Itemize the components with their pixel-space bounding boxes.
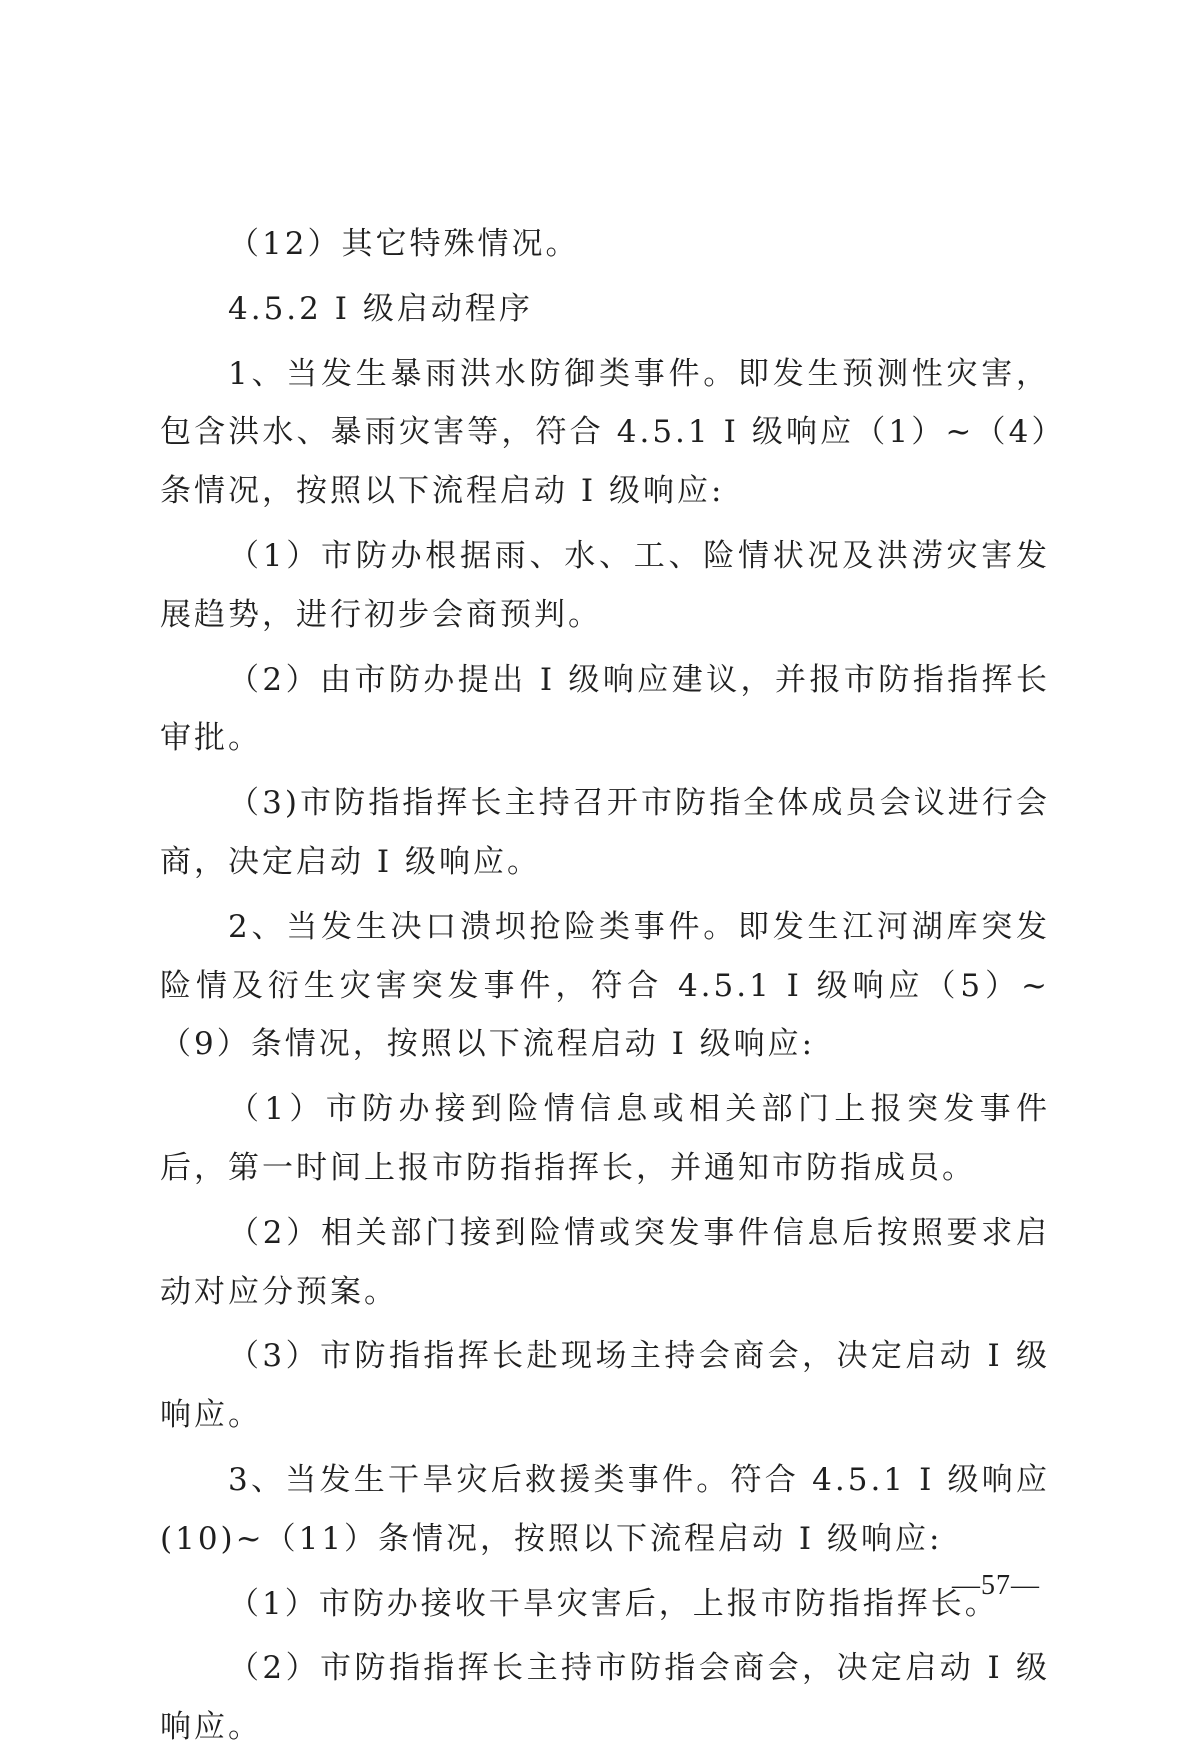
paragraph-flood-step-1: （1）市防办根据雨、水、工、险情状况及洪涝灾害发展趋势，进行初步会商预判。 <box>160 537 1050 633</box>
document-body <box>160 215 1050 1763</box>
paragraph-dam-break-event: 2、当发生决口溃坝抢险类事件。即发生江河湖库突发险情及衍生灾害突发事件，符合 4.5.1 I 级响应（5）~（9）条情况，按照以下流程启动 I 级响应: <box>160 908 1050 1063</box>
paragraph-drought-step-1: （1）市防办接收干旱灾害后，上报市防指指挥长。 <box>228 1585 999 1622</box>
paragraph-special-cases: （12）其它特殊情况。 <box>228 226 580 262</box>
paragraph-dam-break-step-1: （1）市防办接到险情信息或相关部门上报突发事件后，第一时间上报市防指指挥长，并通知市防指成员。 <box>160 1091 1050 1186</box>
paragraph-flood-defense-event: 1、当发生暴雨洪水防御类事件。即发生预测性灾害，包含洪水、暴雨灾害等，符合 4.5.1 I 级响应（1）~（4）条情况，按照以下流程启动 I 级响应: <box>160 355 1050 510</box>
page-number: —57— <box>952 1570 1040 1601</box>
paragraph-dam-break-step-2: （2）相关部门接到险情或突发事件信息后按照要求启动对应分预案。 <box>160 1214 1050 1310</box>
paragraph-flood-step-3: （3)市防指指挥长主持召开市防指全体成员会议进行会商，决定启动 I 级响应。 <box>160 785 1050 880</box>
paragraph-flood-step-2: （2）由市防办提出 I 级响应建议，并报市防指指挥长审批。 <box>160 661 1050 757</box>
paragraph-drought-event: 3、当发生干旱灾后救援类事件。符合 4.5.1 I 级响应(10)~（11）条情况，按照以下流程启动 I 级响应: <box>160 1461 1050 1557</box>
paragraph-dam-break-step-3: （3）市防指指挥长赴现场主持会商会，决定启动 I 级响应。 <box>160 1338 1050 1434</box>
section-heading-level-1-procedure: 4.5.2 I 级启动程序 <box>228 290 533 327</box>
paragraph-drought-step-2: （2）市防指指挥长主持市防指会商会，决定启动 I 级响应。 <box>160 1650 1050 1746</box>
